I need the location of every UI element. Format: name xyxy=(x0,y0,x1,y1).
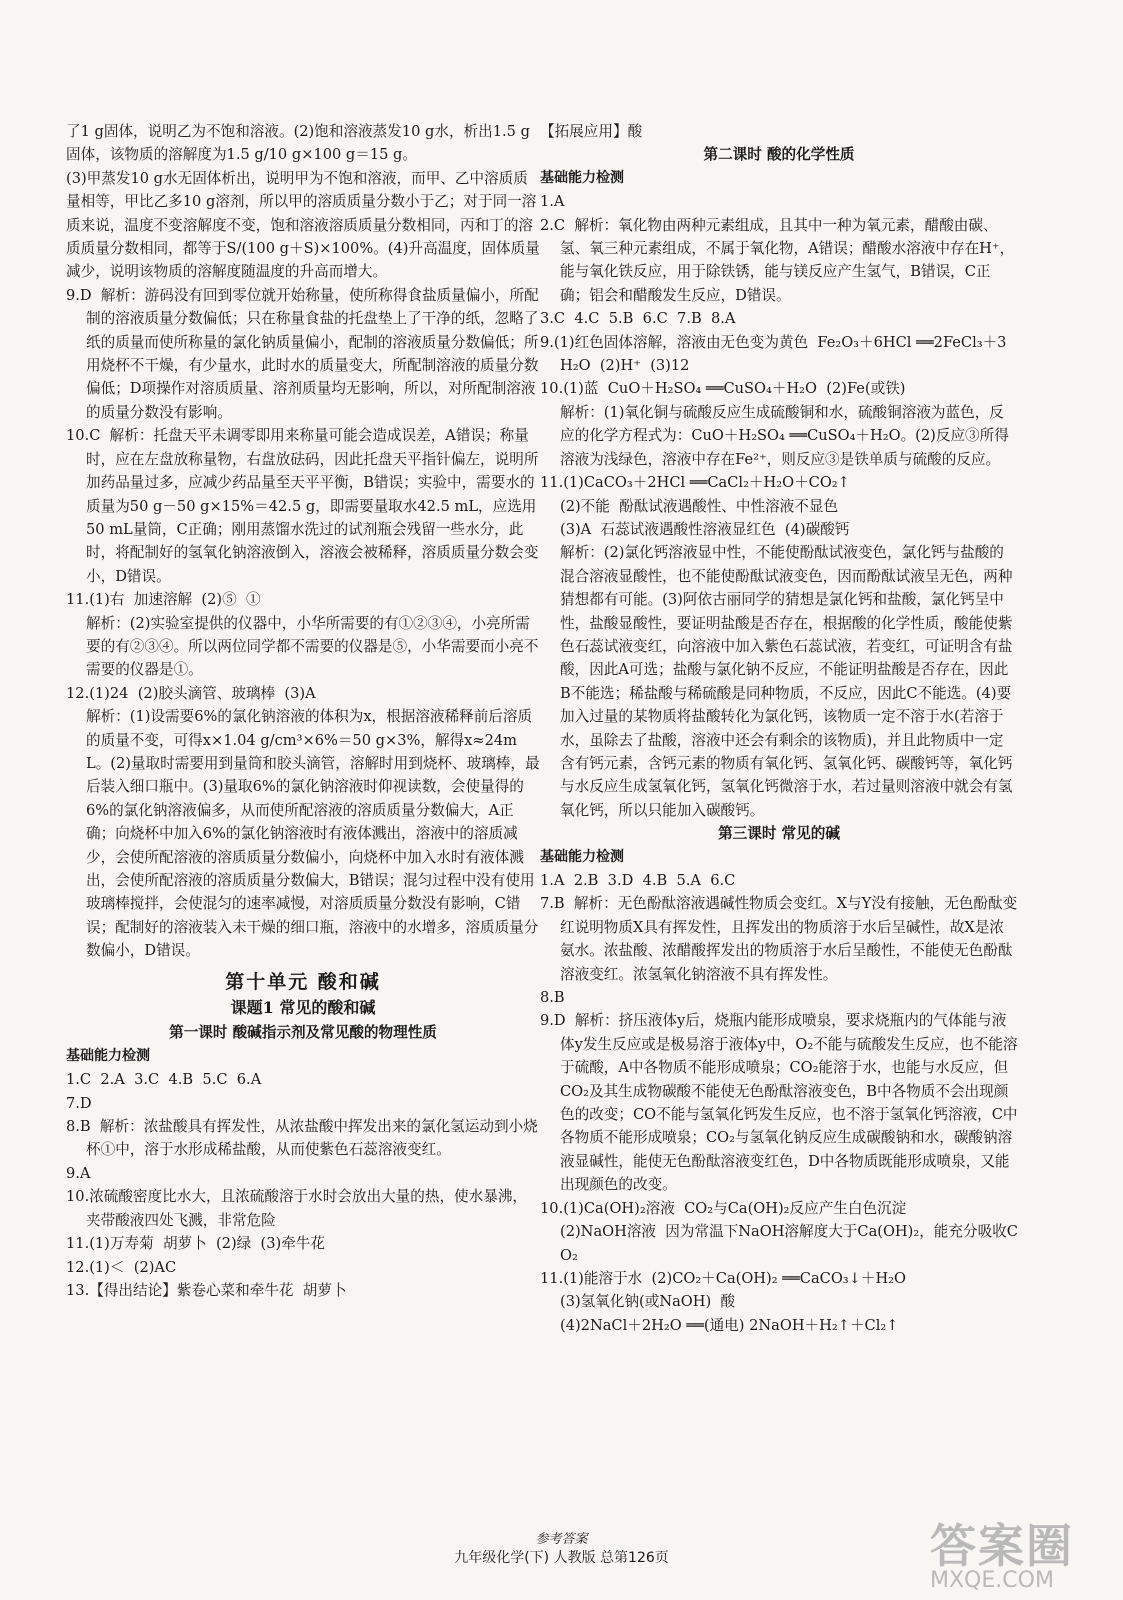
section-heading: 基础能力检测 xyxy=(540,848,624,865)
left-column xyxy=(66,120,540,1302)
analysis-paragraph: (3)A 石蕊试液遇酸性溶液显红色 (4)碳酸钙 xyxy=(560,520,850,538)
answer-item: 10.(1)Ca(OH)₂溶液 CO₂与Ca(OH)₂反应产生白色沉淀 xyxy=(540,1199,907,1217)
answer-item: 9.D 解析：挤压液体y后，烧瓶内能形成喷泉，要求烧瓶内的气体能与液体y发生反应或是极易溶于液体y中，O₂不能与硫酸发生反应，也不能溶于硫酸，A中各物质不能形成喷泉；CO₂能溶于水，也能与水反应，但CO₂及其生成物碳酸不能使无色酚酞溶液变色，B中各物质不会出现颜色的改变；CO不能与氢氧化钙发生反应，也不溶于氢氧化钙溶液，C中各物质不能形成喷泉；CO₂与氢氧化钠反应生成碳酸钠和水，碳酸钠溶液显碱性，能使无色酚酞溶液变红色，D中各物质既能形成喷泉，又能出现颜色的改变。 xyxy=(540,1012,1018,1194)
right-column xyxy=(540,120,1018,1337)
answer-paragraph: 13.【得出结论】紫卷心菜和牵牛花 胡萝卜 xyxy=(66,1281,347,1299)
footer-title: 参考答案 xyxy=(535,1532,588,1547)
answer-item: 12.(1)24 (2)胶头滴管、玻璃棒 (3)A xyxy=(66,684,316,702)
watermark-text: 答案圈 xyxy=(930,1519,1074,1573)
answer-paragraph: 【拓展应用】酸 xyxy=(540,123,643,140)
answer-item: 7.B 解析：无色酚酞溶液遇碱性物质会变红。X与Y没有接触，无色酚酞变红说明物质X具有挥发性，且挥发出的物质溶于水后呈碱性，故X是浓氨水。浓盐酸、浓醋酸挥发出的物质溶于水后呈酸性，不能使无色酚酞溶液变红。浓氢氧化钠溶液不具有挥发性。 xyxy=(540,895,1018,983)
answer-paragraph: (3)甲蒸发10 g水无固体析出，说明甲为不饱和溶液，而甲、乙中溶质质量相等，甲比乙多10 g溶剂，所以甲的溶质质量分数小于乙；对于同一溶质来说，温度不变溶解度不变，饱和溶液溶质质量分数相同，丙和丁的溶质质量分数相同，都等于S/(100 g＋S)×100%。(4)升高温度，固体质量减少，说明该物质的溶解度随温度的升高而增大。 xyxy=(66,169,540,281)
footer-page-info: 九年级化学(下) 人教版 总第126页 xyxy=(454,1550,669,1566)
watermark-logo xyxy=(930,1510,1100,1593)
answer-item: 11.(1)右 加速溶解 (2)⑤ ① xyxy=(66,591,261,609)
section-heading: 基础能力检测 xyxy=(540,169,624,186)
answer-item: 10.C 解析：托盘天平未调零即用来称量可能会造成误差，A错误；称量时，应在左盘放称量物，右盘放砝码，因此托盘天平指针偏左，说明所加药品量过多，应减少药品量至天平平衡，B错误；实验中，需要水的质量为50 g－50 g×15%＝42.5 g，即需要量取水42.5 mL，应选用50 mL量筒，C正确；刚用蒸馏水洗过的试剂瓶会残留一些水分，此时，将配制好的氢氧化钠溶液倒入，溶液会被稀释，溶质质量分数会变小，D错误。 xyxy=(66,427,539,585)
answer-paragraph: 12.(1)＜ (2)AC xyxy=(66,1258,177,1276)
answer-paragraph: 1.A 2.B 3.D 4.B 5.A 6.C xyxy=(540,872,736,889)
analysis-paragraph: (2)NaOH溶液 因为常温下NaOH溶解度大于Ca(OH)₂，能充分吸收CO₂ xyxy=(560,1223,1018,1264)
analysis-paragraph: 解析：(2)氯化钙溶液显中性，不能使酚酞试液变色，氯化钙与盐酸的混合溶液显酸性，也不能使酚酞试液变色，因而酚酞试液呈无色，两种猜想都有可能。(3)阿依古丽同学的猜想是氯化钙和盐酸，氯化钙呈中性，盐酸显酸性，要证明盐酸是否存在，根据酸的化学性质，酸能使紫色石蕊试液变红，向溶液中加入紫色石蕊试液，若变红，可证明含有盐酸，因此A可选；盐酸与氯化钠不反应，不能证明盐酸是否存在，因此B不能选；稀盐酸与稀硫酸是同种物质，不反应，因此C不能选。(4)要加入过量的某物质将盐酸转化为氯化钙，该物质一定不溶于水(若溶于水，虽除去了盐酸，溶液中还会有剩余的该物质)，并且此物质中一定含有钙元素，含钙元素的物质有氧化钙、氢氧化钙、碳酸钙等，氧化钙与水反应生成氢氧化钙，氢氧化钙微溶于水，若过量则溶液中就会有氢氧化钙，所以只能加入碳酸钙。 xyxy=(560,544,1013,819)
watermark-url: MXQE.COM xyxy=(930,1568,1054,1593)
answer-paragraph: 3.C 4.C 5.B 6.C 7.B 8.A xyxy=(540,310,736,328)
answer-item: 10.(1)蓝 CuO＋H₂SO₄ ══CuSO₄＋H₂O (2)Fe(或铁) xyxy=(540,380,906,398)
answer-paragraph: 1.C 2.A 3.C 4.B 5.C 6.A xyxy=(66,1071,262,1089)
analysis-paragraph: 解析：(1)设需要6%的氯化钠溶液的体积为x，根据溶液稀释前后溶质的质量不变，可得x×1.04 g/cm³×6%＝50 g×3%，解得x≈24mL。(2)量取时需要用到量筒和胶头滴管，溶解时用到烧杯、玻璃棒，最后装入细口瓶中。(3)量取6%的氯化钠溶液时仰视读数，会使量得的6%的氯化钠溶液偏多，从而使所配溶液的溶质质量分数偏大，A正确；向烧杯中加入6%的氯化钠溶液时有液体溅出，溶液中的溶质减少，会使所配溶液的溶质质量分数偏小，向烧杯中加入水时有液体溅出，会使所配溶液的溶质质量分数偏大，B错误；混匀过程中没有使用玻璃棒搅拌，会使混匀的速率减慢，对溶质质量分数没有影响，C错误；配制好的溶液装入未干燥的细口瓶，溶液中的水增多，溶质质量分数偏小，D错误。 xyxy=(86,708,540,960)
answer-paragraph: 1.A xyxy=(540,193,565,211)
analysis-paragraph: 解析：(1)氧化铜与硫酸反应生成硫酸铜和水，硫酸铜溶液为蓝色，反应的化学方程式为：CuO＋H₂SO₄ ══CuSO₄＋H₂O。(2)反应③所得溶液为浅绿色，溶液中存在Fe²⁺，则反应③是铁单质与硫酸的反应。 xyxy=(560,403,1009,468)
answer-item: 10.浓硫酸密度比水大，且浓硫酸溶于水时会放出大量的热，使水暴沸，夹带酸液四处飞溅，非常危险 xyxy=(66,1188,528,1229)
answer-paragraph: 9.A xyxy=(66,1164,91,1182)
answer-item: 11.(1)CaCO₃＋2HCl ══CaCl₂＋H₂O＋CO₂↑ xyxy=(540,474,850,492)
answer-paragraph: 7.D xyxy=(66,1094,92,1112)
analysis-paragraph: 解析：(2)实验室提供的仪器中，小华所需要的有①②③④，小亮所需要的有②③④。所以两位同学都不需要的仪器是⑤，小华需要而小亮不需要的仪器是①。 xyxy=(86,614,539,679)
lesson-heading: 第一课时 酸碱指示剂及常见酸的物理性质 xyxy=(169,1024,437,1042)
answer-paragraph: 8.B xyxy=(540,989,565,1007)
topic-heading: 课题1 常见的酸和碱 xyxy=(230,998,376,1018)
analysis-paragraph: (3)氢氧化钠(或NaOH) 酸 xyxy=(560,1293,736,1311)
analysis-paragraph: (4)2NaCl＋2H₂O ══(通电) 2NaOH＋H₂↑＋Cl₂↑ xyxy=(560,1316,899,1334)
answer-item: 8.B 解析：浓盐酸具有挥发性，从浓盐酸中挥发出来的氯化氢运动到小烧杯①中，溶于水形成稀盐酸，从而使紫色石蕊溶液变红。 xyxy=(66,1118,538,1159)
answer-item: 2.C 解析：氧化物由两种元素组成，且其中一种为氧元素，醋酸由碳、氢、氧三种元素组成，不属于氧化物，A错误；醋酸水溶液中存在H⁺，能与氧化铁反应，用于除铁锈，能与镁反应产生氢气，B错误，C正确；铝会和醋酸发生反应，D错误。 xyxy=(540,216,1015,304)
answer-paragraph: 了1 g固体，说明乙为不饱和溶液。(2)饱和溶液蒸发10 g水，析出1.5 g固体，该物质的溶解度为1.5 g/10 g×100 g＝15 g。 xyxy=(66,123,530,164)
answer-item: 11.(1)能溶于水 (2)CO₂＋Ca(OH)₂ ══CaCO₃↓＋H₂O xyxy=(540,1269,906,1287)
answer-paragraph: 11.(1)万寿菊 胡萝卜 (2)绿 (3)牵牛花 xyxy=(66,1235,325,1253)
answer-item: 9.D 解析：游码没有回到零位就开始称量，使所称得食盐质量偏小，所配制的溶液质量分数偏低；只在称量食盐的托盘垫上了干净的纸，忽略了纸的质量而使所称量的氯化钠质量偏小，配制的溶液质量分数偏低；所用烧杯不干燥，有少量水，此时水的质量变大，所配制溶液的质量分数偏低；D项操作对溶质质量、溶剂质量均无影响，所以，对所配制溶液的质量分数没有影响。 xyxy=(66,286,539,421)
analysis-paragraph: (2)不能 酚酞试液遇酸性、中性溶液不显色 xyxy=(560,497,839,515)
lesson-heading: 第二课时 酸的化学性质 xyxy=(703,146,855,164)
answer-item: 9.(1)红色固体溶解，溶液由无色变为黄色 Fe₂O₃＋6HCl ══2FeCl₃＋3H₂O (2)H⁺ (3)12 xyxy=(540,333,1007,375)
lesson-heading: 第三课时 常见的碱 xyxy=(718,825,840,843)
unit-heading: 第十单元 酸和碱 xyxy=(225,970,381,993)
section-heading: 基础能力检测 xyxy=(66,1047,150,1064)
